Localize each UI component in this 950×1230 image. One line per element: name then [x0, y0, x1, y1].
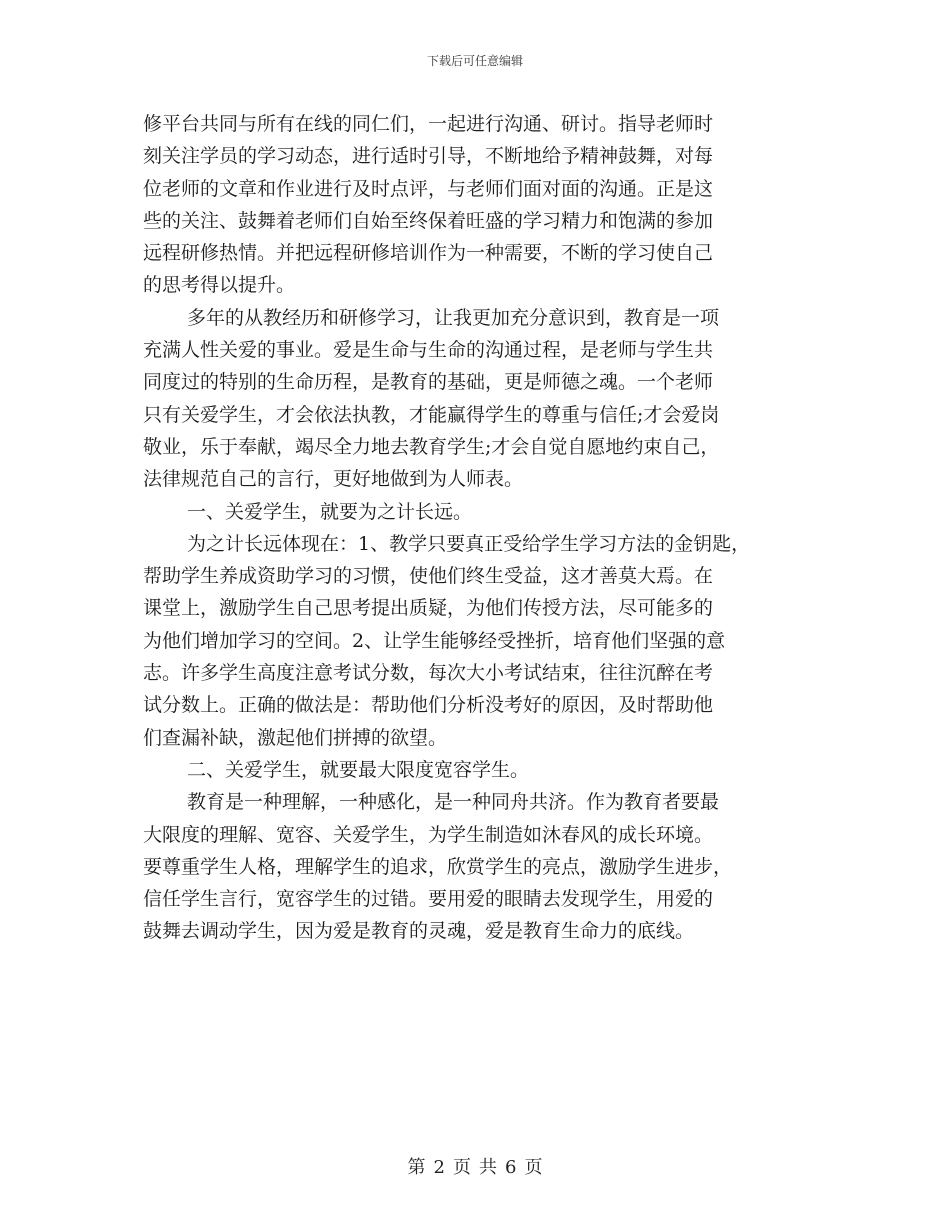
- text-line: 多年的从教经历和研修学习，让我更加充分意识到，教育是一项: [187, 306, 720, 329]
- text-line: 些的关注、鼓舞着老师们自始至终保着旺盛的学习精力和饱满的参加: [143, 209, 714, 232]
- text-line: 大限度的理解、宽容、关爱学生，为学生制造如沐春风的成长环境。: [143, 823, 714, 846]
- text-line: 课堂上，激励学生自己思考提出质疑，为他们传授方法，尽可能多的: [143, 597, 714, 620]
- footer-page-word: 页: [453, 1157, 471, 1178]
- text-line: 修平台共同与所有在线的同仁们，一起进行沟通、研讨。指导老师时: [143, 113, 714, 135]
- footer-prefix: 第: [407, 1157, 426, 1178]
- text-line: 敬业，乐于奉献，竭尽全力地去教育学生;才会自觉自愿地约束自己，: [143, 435, 720, 458]
- text-line: 帮助学生养成资助学习的习惯，使他们终生受益，这才善莫大焉。在: [143, 565, 714, 588]
- text-line: 教育是一种理解，一种感化，是一种同舟共济。作为教育者要最: [187, 791, 720, 814]
- text-line: 刻关注学员的学习动态，进行适时引导，不断地给予精神鼓舞，对每: [143, 145, 714, 168]
- footer-page-number: 2: [433, 1157, 445, 1178]
- text-line: 一、关爱学生，就要为之计长远。: [187, 500, 473, 523]
- text-line: 信任学生言行，宽容学生的过错。要用爱的眼睛去发现学生，用爱的: [143, 888, 714, 911]
- text-line: 充满人性关爱的事业。爱是生命与生命的沟通过程，是老师与学生共: [143, 339, 714, 362]
- text-line: 们查漏补缺，激起他们拼搏的欲望。: [143, 726, 448, 749]
- footer-suffix: 页: [524, 1157, 543, 1178]
- text-line: 为他们增加学习的空间。2、让学生能够经受挫折，培育他们坚强的意: [143, 629, 726, 652]
- text-line: 只有关爱学生，才会依法执教，才能赢得学生的尊重与信任;才会爱岗: [143, 403, 720, 426]
- text-line: 远程研修热情。并把远程研修培训作为一种需要，不断的学习使自己: [143, 242, 714, 265]
- text-line: 鼓舞去调动学生，因为爱是教育的灵魂，爱是教育生命力的底线。: [143, 920, 695, 943]
- text-line: 同度过的特别的生命历程，是教育的基础，更是师德之魂。一个老师: [143, 371, 714, 394]
- footer-total-word: 共: [479, 1157, 497, 1178]
- text-line: 二、关爱学生，就要最大限度宽容学生。: [187, 758, 530, 781]
- footer-total-pages: 6: [505, 1157, 517, 1178]
- text-line: 的思考得以提升。: [143, 274, 296, 297]
- page-footer: [0, 1153, 950, 1179]
- page-header: 下载后可任意编辑: [426, 54, 523, 68]
- text-line: 志。许多学生高度注意考试分数，每次大小考试结束，往往沉醉在考: [143, 662, 714, 685]
- text-line: 位老师的文章和作业进行及时点评，与老师们面对面的沟通。正是这: [143, 177, 714, 200]
- text-line: 试分数上。正确的做法是：帮助他们分析没考好的原因，及时帮助他: [143, 694, 714, 717]
- text-line: 法律规范自己的言行，更好地做到为人师表。: [143, 468, 524, 491]
- text-line: 要尊重学生人格，理解学生的追求，欣赏学生的亮点，激励学生进步，: [143, 855, 733, 878]
- text-line: 为之计长远体现在：1、教学只要真正受给学生学习方法的金钥匙，: [187, 532, 751, 555]
- document-body: [143, 108, 808, 948]
